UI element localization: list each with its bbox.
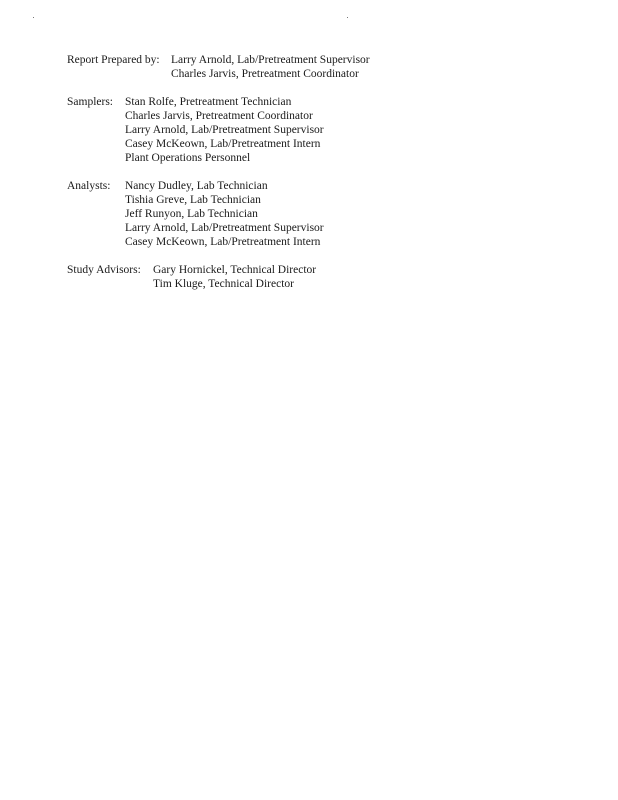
report-prepared-by-label: Report Prepared by: — [67, 54, 160, 66]
analyst-entry: Nancy Dudley, Lab Technician — [125, 180, 268, 192]
prepared-by-entry: Charles Jarvis, Pretreatment Coordinator — [171, 68, 359, 80]
sampler-entry: Plant Operations Personnel — [125, 152, 251, 164]
study-advisor-entry: Gary Hornickel, Technical Director — [153, 264, 317, 276]
study-advisor-entry: Tim Kluge, Technical Director — [153, 278, 294, 290]
analyst-entry: Jeff Runyon, Lab Technician — [125, 208, 258, 220]
sampler-entry: Stan Rolfe, Pretreatment Technician — [125, 96, 292, 108]
scan-speck — [347, 17, 348, 18]
study-advisors-section — [67, 263, 316, 291]
analyst-entry: Casey McKeown, Lab/Pretreatment Intern — [125, 236, 321, 248]
report-prepared-by-section — [67, 53, 370, 81]
analysts-section — [67, 179, 324, 249]
analyst-entry: Tishia Greve, Lab Technician — [125, 194, 261, 206]
analyst-entry: Larry Arnold, Lab/Pretreatment Supervisor — [125, 222, 324, 234]
samplers-section — [67, 95, 324, 165]
analysts-label: Analysts: — [67, 180, 111, 192]
scan-speck — [33, 17, 34, 18]
sampler-entry: Casey McKeown, Lab/Pretreatment Intern — [125, 138, 321, 150]
study-advisors-label: Study Advisors: — [67, 264, 141, 276]
prepared-by-entry: Larry Arnold, Lab/Pretreatment Supervisor — [171, 54, 370, 66]
samplers-label: Samplers: — [67, 96, 113, 108]
sampler-entry: Charles Jarvis, Pretreatment Coordinator — [125, 110, 313, 122]
sampler-entry: Larry Arnold, Lab/Pretreatment Supervisor — [125, 124, 324, 136]
